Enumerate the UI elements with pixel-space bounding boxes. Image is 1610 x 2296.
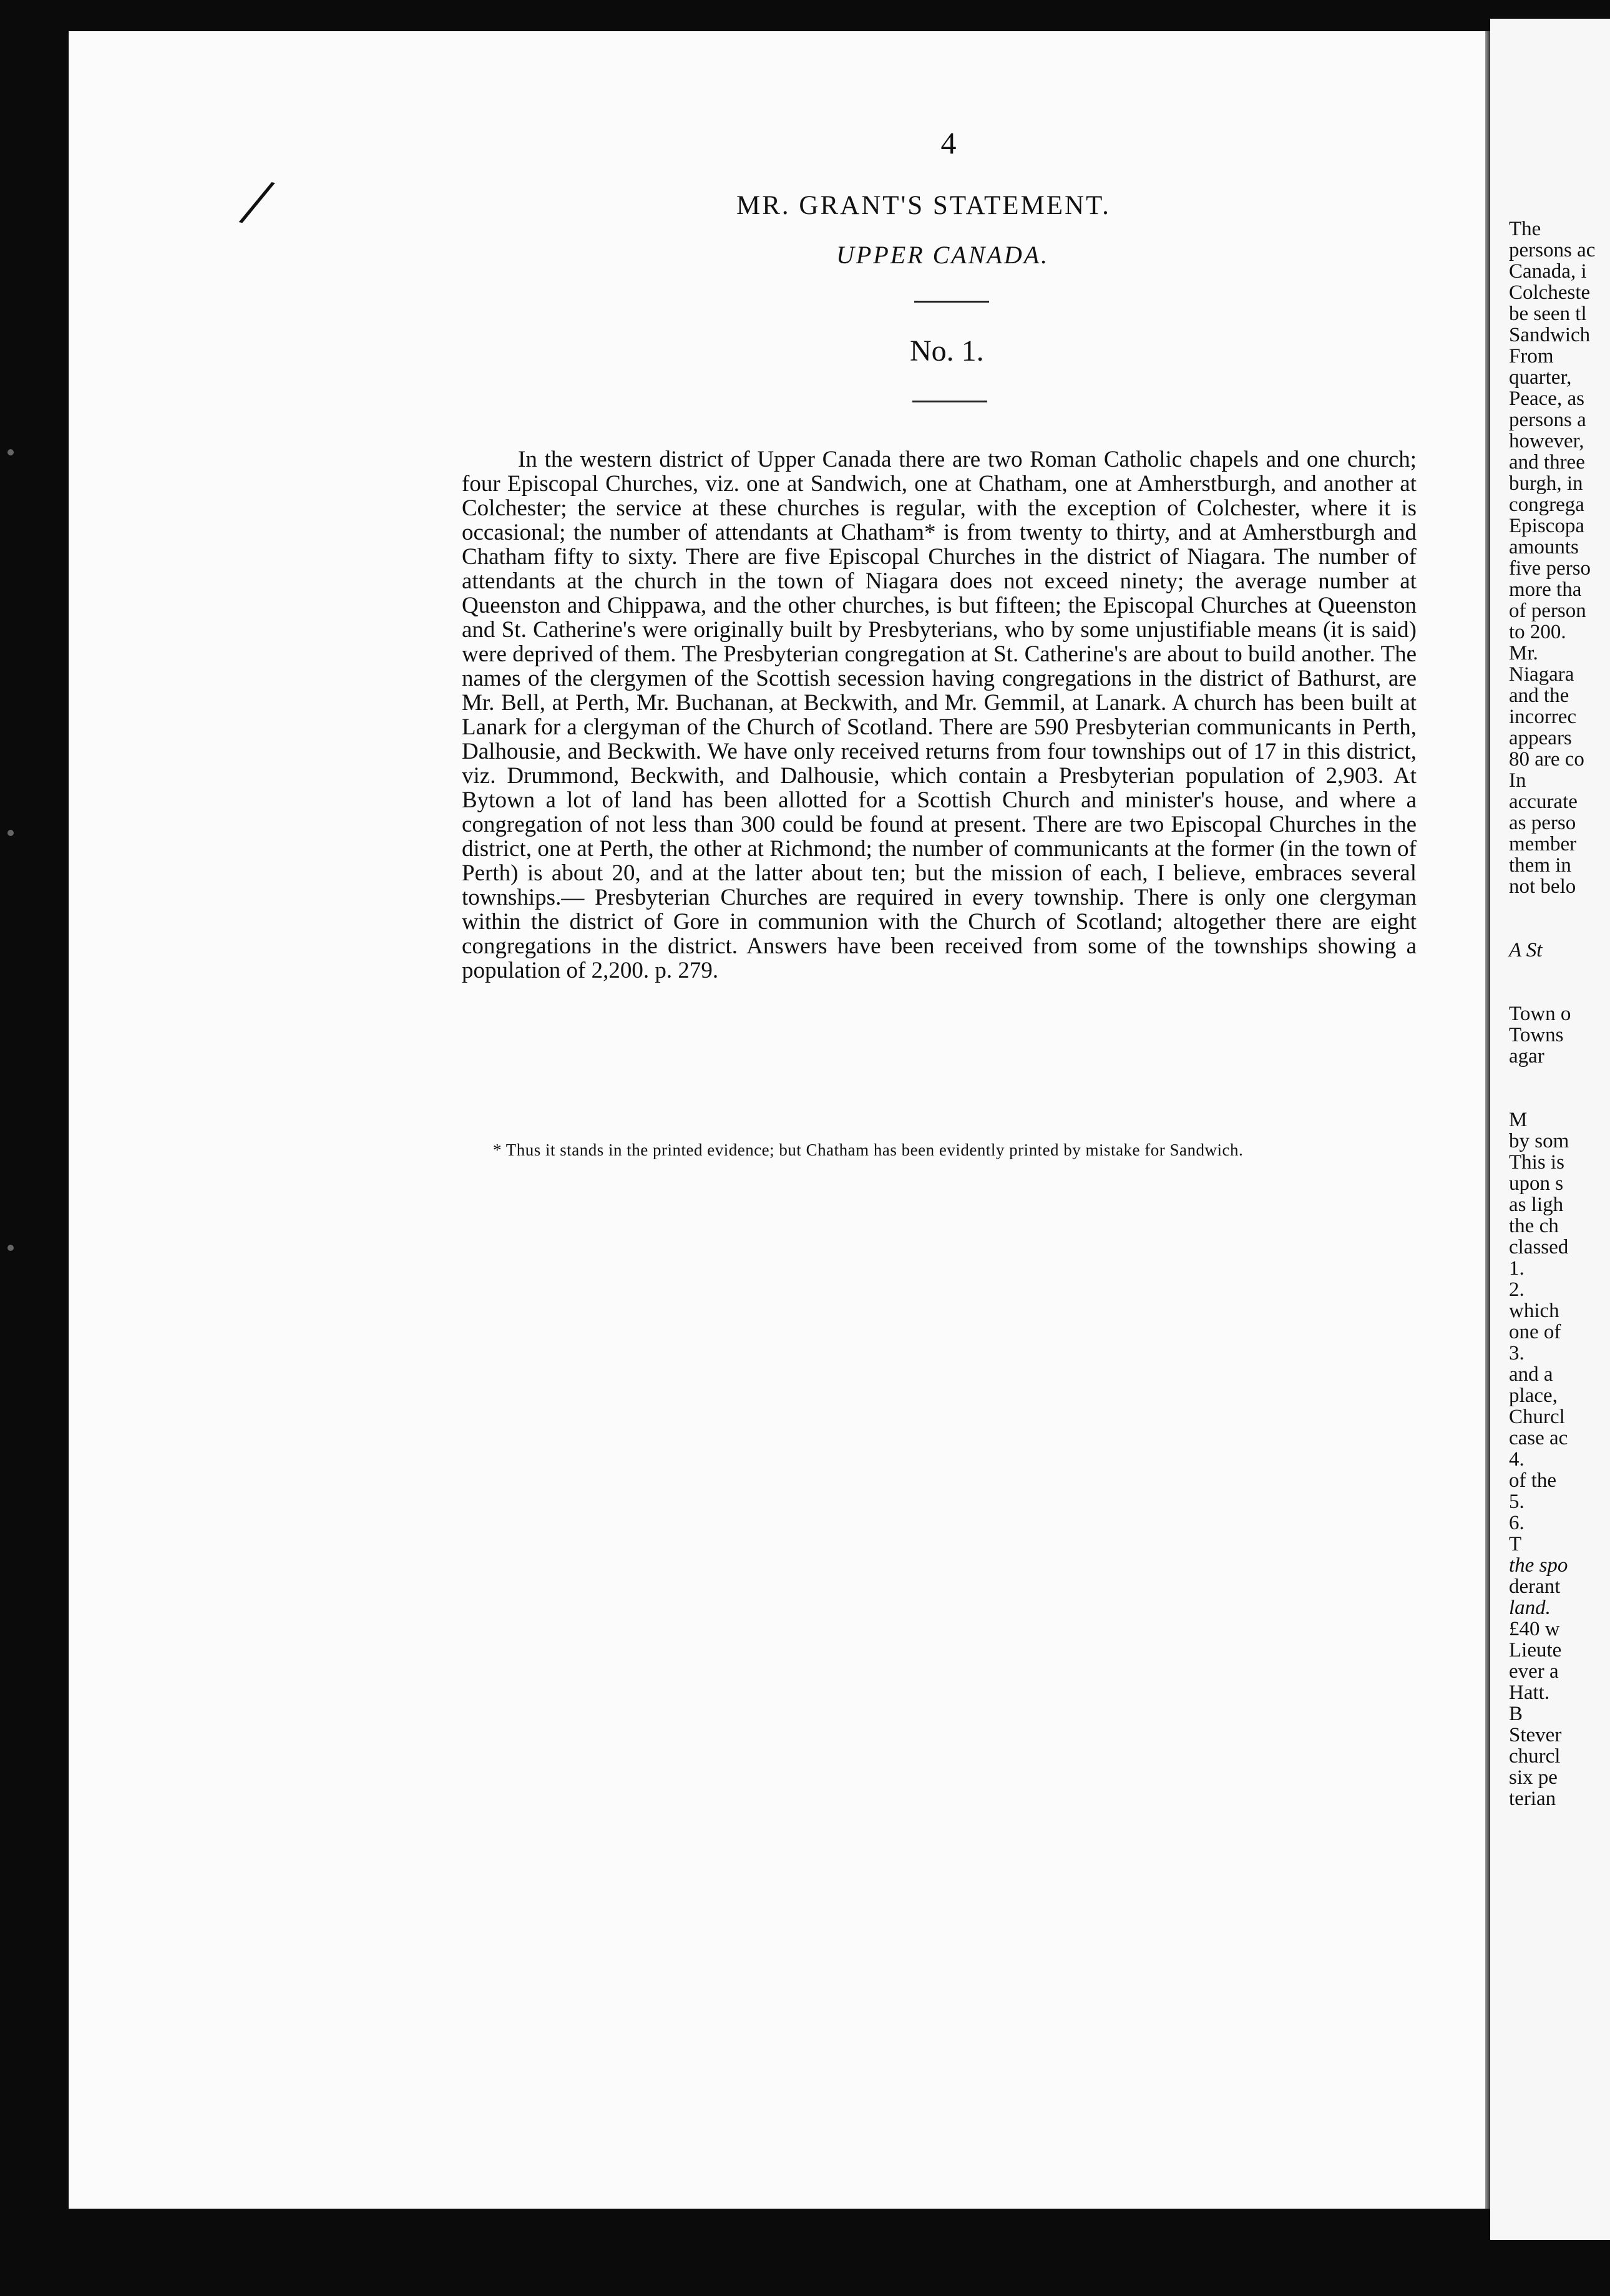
adjacent-line xyxy=(1509,982,1610,1003)
margin-pencil-mark: / xyxy=(238,162,274,241)
adjacent-line: accurate xyxy=(1509,790,1578,813)
adjacent-line: Churcl xyxy=(1509,1406,1565,1428)
document-page xyxy=(69,31,1485,2209)
scan-dot xyxy=(7,1245,14,1251)
adjacent-line: Hatt. xyxy=(1509,1681,1550,1704)
adjacent-line: quarter, xyxy=(1509,366,1572,389)
scan-dot xyxy=(7,449,14,455)
adjacent-line: by som xyxy=(1509,1130,1569,1152)
adjacent-line: six pe xyxy=(1509,1766,1558,1789)
adjacent-line: 2. xyxy=(1509,1278,1525,1301)
adjacent-line: which xyxy=(1509,1300,1559,1322)
divider-rule xyxy=(914,301,989,303)
adjacent-line: £40 w xyxy=(1509,1618,1560,1640)
adjacent-line: congrega xyxy=(1509,494,1584,516)
adjacent-line xyxy=(1509,897,1610,918)
region-subheading: UPPER CANADA. xyxy=(836,241,1050,269)
adjacent-line: Town o xyxy=(1509,1003,1571,1025)
adjacent-line: Peace, as xyxy=(1509,387,1584,410)
adjacent-line: 5. xyxy=(1509,1491,1525,1513)
adjacent-line: In xyxy=(1509,769,1526,792)
adjacent-line: however, xyxy=(1509,430,1584,452)
adjacent-line: place, xyxy=(1509,1384,1558,1407)
adjacent-line: them in xyxy=(1509,854,1571,877)
adjacent-line: upon s xyxy=(1509,1172,1564,1195)
adjacent-line: amounts xyxy=(1509,536,1579,558)
adjacent-line xyxy=(1509,1088,1610,1109)
adjacent-line: Canada, i xyxy=(1509,260,1587,283)
adjacent-line: B xyxy=(1509,1703,1523,1725)
adjacent-line: one of xyxy=(1509,1321,1561,1343)
adjacent-line: of the xyxy=(1509,1469,1557,1492)
adjacent-line: classed xyxy=(1509,1236,1569,1258)
adjacent-line: be seen tl xyxy=(1509,303,1587,325)
adjacent-line: 80 are co xyxy=(1509,748,1584,771)
adjacent-line: M xyxy=(1509,1109,1528,1131)
page-number: 4 xyxy=(940,125,957,160)
adjacent-line: and a xyxy=(1509,1363,1553,1386)
adjacent-line xyxy=(1509,918,1610,940)
adjacent-line: the ch xyxy=(1509,1215,1559,1237)
adjacent-line: burgh, in xyxy=(1509,472,1583,495)
adjacent-line: as perso xyxy=(1509,812,1576,834)
adjacent-line: 6. xyxy=(1509,1512,1525,1534)
adjacent-line: the spo xyxy=(1509,1554,1568,1577)
adjacent-line: incorrec xyxy=(1509,706,1577,728)
adjacent-line: as ligh xyxy=(1509,1194,1564,1216)
adjacent-line: of person xyxy=(1509,600,1586,622)
adjacent-line: land. xyxy=(1509,1597,1551,1619)
adjacent-line: not belo xyxy=(1509,875,1576,898)
adjacent-line: This is xyxy=(1509,1151,1564,1174)
adjacent-line: T xyxy=(1509,1533,1522,1555)
adjacent-line: Colcheste xyxy=(1509,281,1591,304)
adjacent-line xyxy=(1509,961,1610,982)
footnote: * Thus it stands in the printed evidence; but Chatham has been evidently printed by mistake for Sandwich. xyxy=(493,1141,1244,1159)
adjacent-line: Episcopa xyxy=(1509,515,1584,537)
adjacent-line: The xyxy=(1509,218,1541,240)
adjacent-line: persons ac xyxy=(1509,239,1596,261)
adjacent-line: and three xyxy=(1509,451,1585,474)
adjacent-line: member xyxy=(1509,833,1577,855)
adjacent-page-text xyxy=(1509,218,1610,1809)
adjacent-line: churcl xyxy=(1509,1745,1561,1768)
adjacent-line: terian xyxy=(1509,1788,1556,1810)
adjacent-line: ever a xyxy=(1509,1660,1559,1683)
adjacent-line: agar xyxy=(1509,1045,1544,1068)
adjacent-line: to 200. xyxy=(1509,621,1566,643)
adjacent-line: and the xyxy=(1509,684,1569,707)
section-number: No. 1. xyxy=(910,334,984,367)
adjacent-line: Mr. xyxy=(1509,642,1538,664)
adjacent-line: more tha xyxy=(1509,578,1582,601)
body-paragraph: In the western district of Upper Canada there are two Roman Catholic chapels and one church; four Episcopal Churches, viz. one at Sandwich, one at Chatham, one at Amherstburgh, and another at Colchester; the service at these churches is regular, with the exception of Colchester, where it is occasional; the number of attendants at Chatham* is from twenty to thirty, and at Amherstburgh and Chatham fifty to sixty. There are five Episcopal Churches in the district of Niagara. The number of attendants at the church in the town of Niagara does not exceed ninety; the average number at Queenston and Chippawa, and the other churches, is but fifteen; the Episcopal Churches at Queenston and St. Catherine's were originally built by Presbyterians, who by some unjustifiable means (it is said) were deprived of them. The Presbyterian congregation at St. Catherine's are about to build another. The names of the clergymen of the Scottish secession having congregations in the district of Bathurst, are Mr. Bell, at Perth, Mr. Buchanan, at Beckwith, and Mr. Gemmil, at Lanark. A church has been built at Lanark for a clergyman of the Church of Scotland. There are 590 Presbyterian communicants in Perth, Dalhousie, and Beckwith. We have only received returns from four townships out of 17 in this district, viz. Drummond, Beckwith, and Dalhousie, which contain a Presbyterian population of 2,903. At Bytown a lot of land has been allotted for a Scottish Church and minister's house, and where a congregation of not less than 300 could be found at present. There are two Episcopal Churches in the district, one at Perth, the other at Richmond; the number of communicants at the former (in the town of Perth) is about 20, and at the latter about ten; but the mission of each, I believe, embraces several townships.— Presbyterian Churches are required in every township. There is only one clergyman within the district of Gore in communion with the Church of Scotland; altogether there are eight congregations in the district. Answers have been received from some of the townships showing a population of 2,200. p. 279. xyxy=(462,447,1417,983)
adjacent-line: five perso xyxy=(1509,557,1591,580)
adjacent-line: derant xyxy=(1509,1575,1561,1598)
adjacent-line: Towns xyxy=(1509,1024,1564,1046)
statement-heading: MR. GRANT'S STATEMENT. xyxy=(736,191,1111,220)
adjacent-line: Sandwich xyxy=(1509,324,1591,346)
adjacent-line: Lieute xyxy=(1509,1639,1562,1661)
adjacent-line: persons a xyxy=(1509,409,1586,431)
adjacent-line: 1. xyxy=(1509,1257,1525,1280)
adjacent-line xyxy=(1509,1067,1610,1088)
adjacent-line: From xyxy=(1509,345,1554,367)
adjacent-line: Niagara xyxy=(1509,663,1574,686)
adjacent-line: case ac xyxy=(1509,1427,1568,1449)
adjacent-line: appears xyxy=(1509,727,1572,749)
adjacent-line: Stever xyxy=(1509,1724,1562,1746)
divider-rule xyxy=(912,401,987,402)
scan-dot xyxy=(7,830,14,836)
adjacent-line: A St xyxy=(1509,939,1543,961)
adjacent-line: 3. xyxy=(1509,1342,1525,1364)
adjacent-line: 4. xyxy=(1509,1448,1525,1471)
